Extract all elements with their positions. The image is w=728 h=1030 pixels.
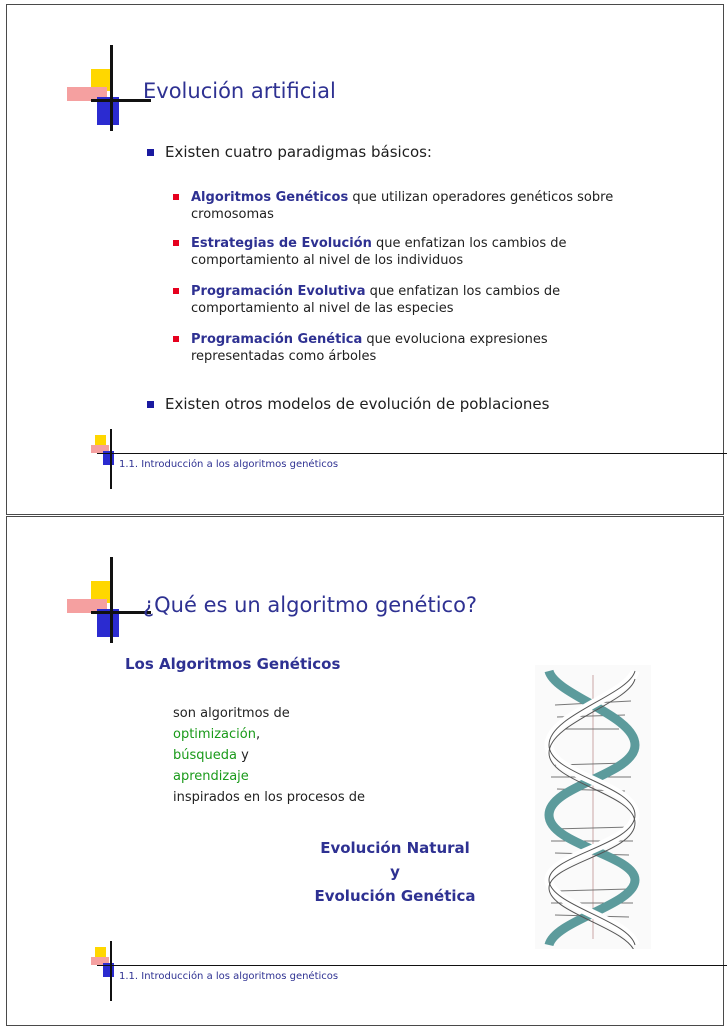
square-bullet-icon [173,336,179,342]
sub-bullet-item: Programación Genética que evoluciona expresiones representadas como árboles [173,331,633,365]
square-bullet-icon [147,401,154,408]
conclusion-line-2: Evolución Genética [314,887,476,905]
square-bullet-icon [147,149,154,156]
slide-footer: 1.1. Introducción a los algoritmos genéticos [119,971,339,982]
square-bullet-icon [173,194,179,200]
sub-bullet-item: Programación Evolutiva que enfatizan los cambios de comportamiento al nivel de las especies [173,283,633,317]
square-bullet-icon [173,240,179,246]
slide-footer: 1.1. Introducción a los algoritmos genéticos [119,459,339,470]
slide-2 [6,516,724,1026]
bullet-item: Existen cuatro paradigmas básicos: [147,143,432,161]
subtitle: Los Algoritmos Genéticos [125,655,341,673]
sub-bullet-item: Estrategias de Evolución que enfatizan los cambios de comportamiento al nivel de los individuos [173,235,633,269]
conclusion-line-1: Evolución Natural [320,839,470,857]
bullet-item: Existen otros modelos de evolución de poblaciones [147,395,549,413]
dna-helix-image [535,665,651,949]
slide-title: ¿Qué es un algoritmo genético? [143,593,478,617]
square-bullet-icon [173,288,179,294]
definition-text: son algoritmos de optimización, búsqueda y aprendizaje inspirados en los procesos de [173,706,366,805]
sub-bullet-item: Algoritmos Genéticos que utilizan operadores genéticos sobre cromosomas [173,189,633,223]
slide-1 [6,4,724,515]
slide-title: Evolución artificial [143,79,336,103]
conclusion-y: y [390,863,400,881]
